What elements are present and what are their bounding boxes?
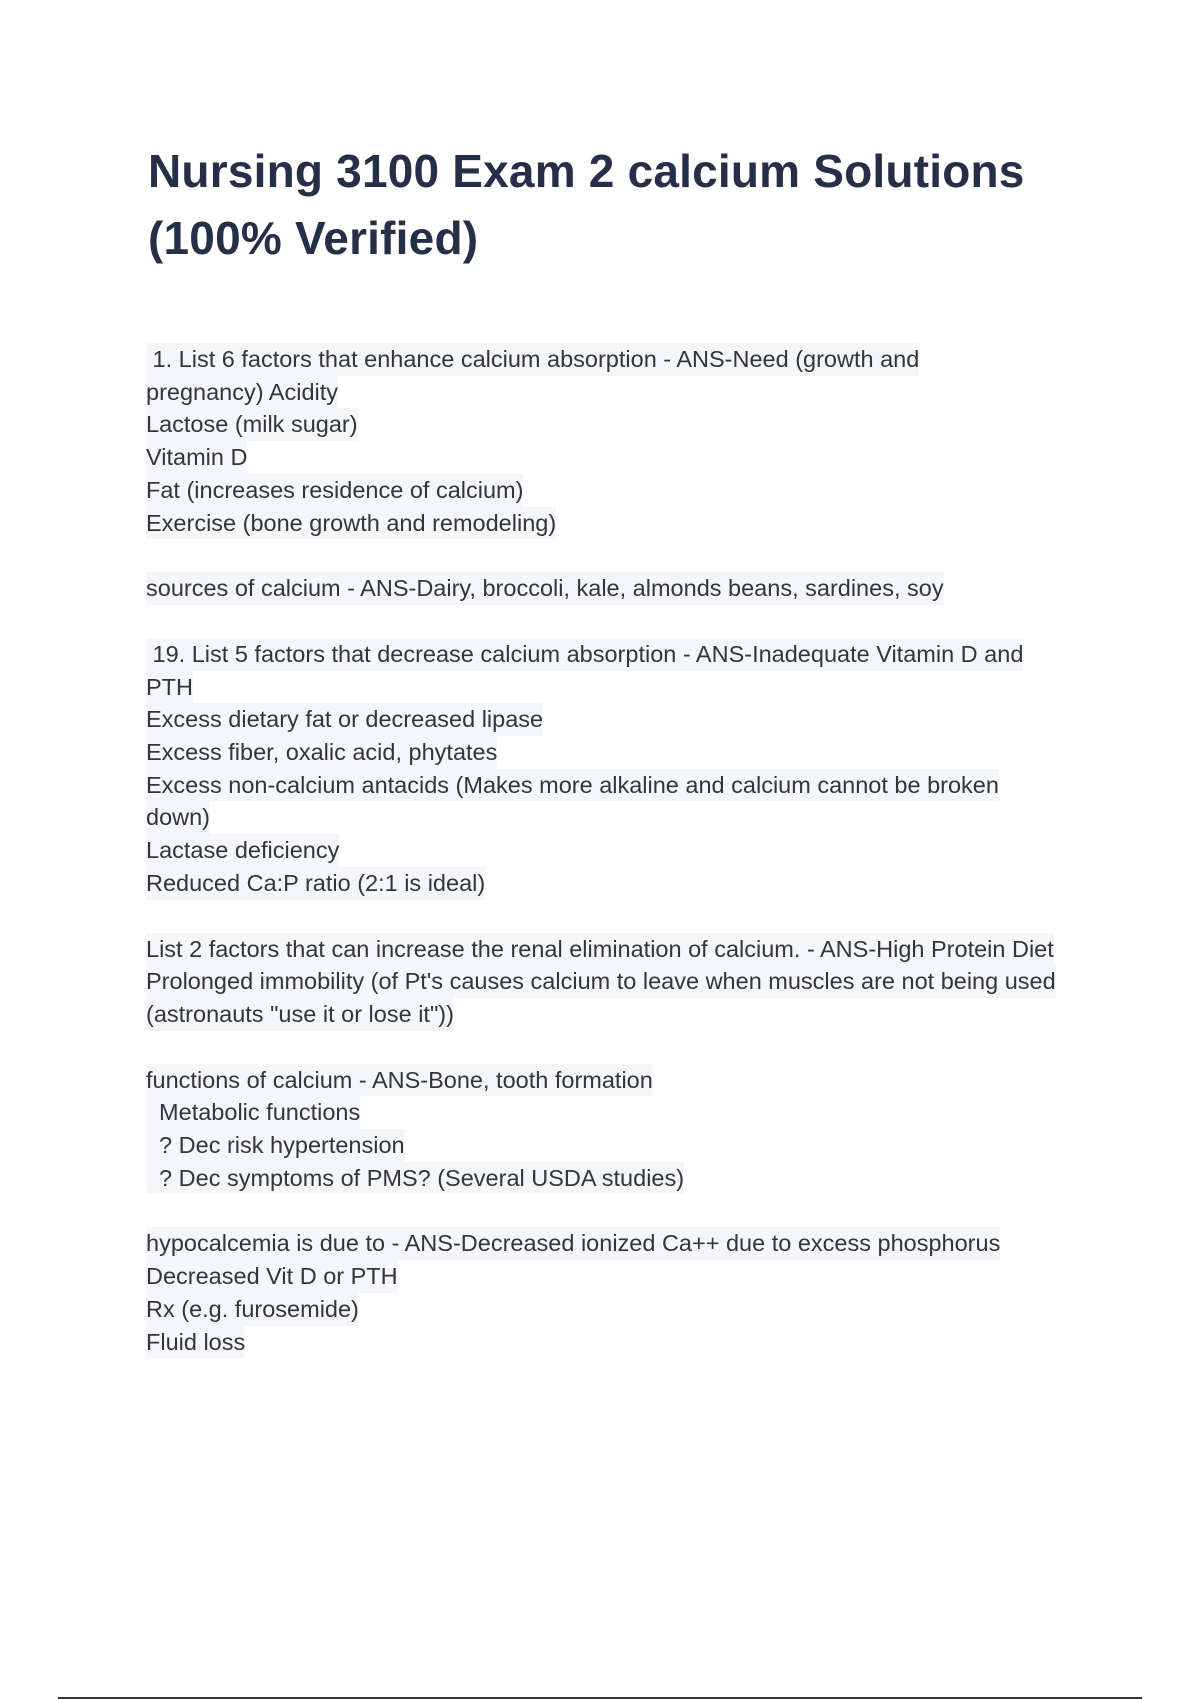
qa-line: List 2 factors that can increase the renal elimination of calcium. - ANS-High Protein Diet [146, 933, 1054, 966]
qa-line: sources of calcium - ANS-Dairy, broccoli, kale, almonds beans, sardines, soy [146, 572, 944, 605]
qa-line: Fat (increases residence of calcium) [146, 474, 523, 507]
qa-decrease-absorption [146, 638, 1106, 900]
qa-sources [146, 572, 1106, 605]
qa-enhance-absorption [146, 343, 1106, 539]
qa-line: Vitamin D [146, 441, 247, 474]
page-title [148, 138, 1068, 272]
qa-content [146, 343, 1106, 1391]
qa-line: Reduced Ca:P ratio (2:1 is ideal) [146, 867, 485, 900]
qa-line: Excess dietary fat or decreased lipase [146, 703, 543, 736]
qa-line: Excess fiber, oxalic acid, phytates [146, 736, 497, 769]
qa-renal-elimination [146, 933, 1106, 1031]
qa-line: pregnancy) Acidity [146, 376, 338, 409]
qa-line: ? Dec symptoms of PMS? (Several USDA studies) [146, 1162, 684, 1195]
qa-line: PTH [146, 671, 193, 704]
qa-line: 1. List 6 factors that enhance calcium absorption - ANS-Need (growth and [146, 343, 919, 376]
page-title-line-1: Nursing 3100 Exam 2 calcium Solutions [148, 145, 1025, 197]
qa-line: ? Dec risk hypertension [146, 1129, 405, 1162]
qa-line: Prolonged immobility (of Pt's causes calcium to leave when muscles are not being used [146, 965, 1056, 998]
qa-line: Exercise (bone growth and remodeling) [146, 507, 556, 540]
qa-line: Rx (e.g. furosemide) [146, 1293, 359, 1326]
qa-line: hypocalcemia is due to - ANS-Decreased ionized Ca++ due to excess phosphorus [146, 1227, 1000, 1260]
qa-line: down) [146, 801, 210, 834]
qa-line: Fluid loss [146, 1326, 245, 1359]
page-title-line-2: (100% Verified) [148, 212, 479, 264]
qa-line: Excess non-calcium antacids (Makes more alkaline and calcium cannot be broken [146, 769, 999, 802]
qa-line: (astronauts "use it or lose it")) [146, 998, 454, 1031]
qa-line: Lactose (milk sugar) [146, 408, 358, 441]
qa-line: 19. List 5 factors that decrease calcium absorption - ANS-Inadequate Vitamin D and [146, 638, 1023, 671]
qa-line: Metabolic functions [146, 1096, 360, 1129]
qa-line: Lactase deficiency [146, 834, 339, 867]
qa-line: Decreased Vit D or PTH [146, 1260, 398, 1293]
qa-functions [146, 1064, 1106, 1195]
qa-line: functions of calcium - ANS-Bone, tooth formation [146, 1064, 653, 1097]
footer-divider [58, 1697, 1142, 1699]
qa-hypocalcemia [146, 1227, 1106, 1358]
